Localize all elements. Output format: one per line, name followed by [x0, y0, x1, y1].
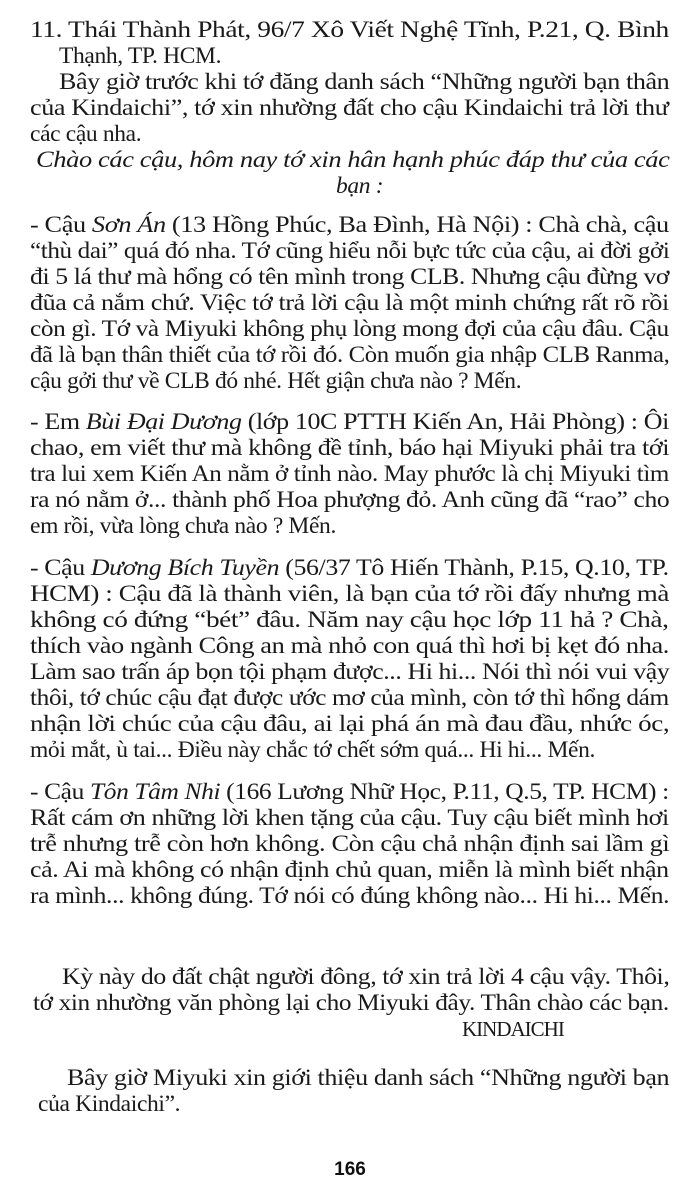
reader-name: Sơn Án — [91, 212, 166, 238]
intro-line-1: Bây giờ trước khi tớ đăng danh sách “Những người bạn thân — [59, 69, 670, 95]
page-number: 166 — [334, 1159, 366, 1180]
reader-name: Bùi Đại Dương — [85, 409, 242, 435]
reply-bui-dai-duong-line-3: tra lui xem Kiến An nằm ở tỉnh nào. May phước là chị Miyuki tìm — [30, 461, 670, 487]
reply-son-an-line-2: “thù dai” quá đó nha. Tớ cũng hiểu nỗi bực tức của cậu, ai đời gởi — [30, 238, 670, 264]
outro-line-2: của Kindaichi”. — [38, 1091, 181, 1117]
greeting-line-2: bạn : — [336, 173, 384, 199]
reply-duong-bich-tuyen-line-8: mỏi mắt, ù tai... Điều này chắc tớ chết sớm quá... Hi hi... Mến. — [30, 737, 596, 763]
list-entry-11-line-2: Thạnh, TP. HCM. — [59, 43, 222, 69]
closing-line-1: Kỳ này do đất chật người đông, tớ xin trả lời 4 cậu vậy. Thôi, — [62, 964, 670, 990]
reply-son-an-line-5: còn gì. Tớ và Miyuki không phụ lòng mong đợi của cậu đâu. Cậu — [30, 316, 669, 342]
reply-duong-bich-tuyen-line-3: không có đứng “bét” đâu. Năm nay cậu học lớp 11 hả ? Chà, — [30, 607, 669, 633]
reply-ton-tam-nhi-line-2: Rất cám ơn những lời khen tặng của cậu. Tuy cậu biết mình hơi — [30, 805, 669, 831]
reply-duong-bich-tuyen-line-6: thôi, tớ chúc cậu đạt được ước mơ của mình, còn tớ thì hổng dám — [30, 685, 669, 711]
reply-son-an-line-4: đũa cả nắm chứ. Việc tớ trả lời cậu là một minh chứng rất rõ rồi — [30, 290, 669, 316]
reply-duong-bich-tuyen-line-4: thích vào ngành Công an mà nhỏ con quá thì hơi bị kẹt đó nha. — [30, 633, 669, 659]
reply-son-an-line-1: - Cậu Sơn Án (13 Hồng Phúc, Ba Đình, Hà Nội) : Chà chà, cậu — [30, 212, 669, 238]
reply-son-an-line-6: đã là bạn thân thiết của tớ rồi đó. Còn muốn gia nhập CLB Ranma, — [30, 342, 670, 368]
greeting-line-1: Chào các cậu, hôm nay tớ xin hân hạnh phúc đáp thư của các — [36, 147, 670, 173]
reply-duong-bich-tuyen-line-5: Làm sao trấn áp bọn tội phạm được... Hi hi... Nói thì nói vui vậy — [30, 659, 670, 685]
intro-line-2: của Kindaichi”, tớ xin nhường đất cho cậu Kindaichi trả lời thư — [30, 95, 669, 121]
reader-name: Tôn Tâm Nhi — [89, 779, 221, 805]
closing-line-2: tớ xin nhường văn phòng lại cho Miyuki đây. Thân chào các bạn. — [33, 990, 669, 1016]
reply-duong-bich-tuyen-line-7: nhận lời chúc của cậu đâu, ai lại phá án mà đau đầu, nhức óc, — [30, 711, 670, 737]
reply-ton-tam-nhi-line-4: cả. Ai mà không có nhận định chủ quan, miễn là mình biết nhận — [30, 857, 669, 883]
reply-ton-tam-nhi-line-1: - Cậu Tôn Tâm Nhi (166 Lương Nhữ Học, P.11, Q.5, TP. HCM) : — [30, 779, 669, 805]
signature-kindaichi: KINDAICHI — [462, 1017, 564, 1041]
reply-son-an-line-7: cậu gởi thư về CLB đó nhé. Hết giận chưa nào ? Mến. — [30, 368, 522, 394]
reply-bui-dai-duong-line-1: - Em Bùi Đại Dương (lớp 10C PTTH Kiến An, Hải Phòng) : Ôi — [30, 409, 669, 435]
reader-name: Dương Bích Tuyền — [90, 555, 280, 581]
reply-bui-dai-duong-line-4: ra nó nằm ở... thành phố Hoa phượng đỏ. Anh cũng đã “rao” cho — [30, 487, 670, 513]
reply-duong-bich-tuyen-line-2: HCM) : Cậu đã là thành viên, là bạn của tớ rồi đấy nhưng mà — [30, 581, 669, 607]
reply-bui-dai-duong-line-5: em rồi, vừa lòng chưa nào ? Mến. — [30, 513, 336, 539]
outro-line-1: Bây giờ Miyuki xin giới thiệu danh sách “Những người bạn — [67, 1065, 670, 1091]
reply-ton-tam-nhi-line-5: ra mình... không đúng. Tớ nói có đúng không nào... Hi hi... Mến. — [30, 883, 670, 909]
intro-line-3: các cậu nha. — [30, 121, 142, 147]
reply-son-an-line-3: đi 5 lá thư mà hổng có tên mình trong CLB. Nhưng cậu đừng vơ — [30, 264, 670, 290]
reply-duong-bich-tuyen-line-1: - Cậu Dương Bích Tuyền (56/37 Tô Hiến Thành, P.15, Q.10, TP. — [30, 555, 669, 581]
list-entry-11-line-1: 11. Thái Thành Phát, 96/7 Xô Viết Nghệ Tĩnh, P.21, Q. Bình — [30, 17, 669, 43]
reply-ton-tam-nhi-line-3: trễ nhưng trễ còn hơn không. Còn cậu chả nhận định sai lầm gì — [30, 831, 670, 857]
reply-bui-dai-duong-line-2: chao, em viết thư mà không đề tỉnh, báo hại Miyuki phải tra tới — [30, 435, 670, 461]
